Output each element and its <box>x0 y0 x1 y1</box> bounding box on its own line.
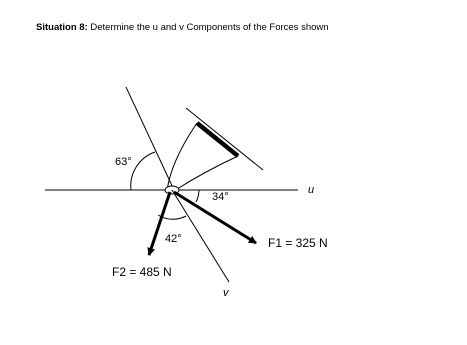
angle-label-63: 63° <box>115 156 132 168</box>
rope-right <box>174 156 238 191</box>
force-1-label: F1 = 325 N <box>268 236 328 250</box>
angle-arc-63 <box>131 152 155 190</box>
angle-label-42: 42° <box>165 233 182 245</box>
u-axis-label: u <box>308 184 315 196</box>
angle-label-34: 34° <box>212 191 229 203</box>
v-axis-label: v <box>223 287 229 299</box>
problem-number: Situation 8: <box>36 22 88 33</box>
block-guide-line <box>186 108 263 170</box>
force-2-label: F2 = 485 N <box>112 265 172 279</box>
rope-left <box>167 123 197 191</box>
problem-statement: Determine the u and v Components of the Forces shown <box>87 22 329 33</box>
force-2-arrow <box>149 192 170 255</box>
angle-arc-34 <box>196 190 199 202</box>
block-member <box>197 123 238 156</box>
reference-line-63 <box>126 87 174 190</box>
